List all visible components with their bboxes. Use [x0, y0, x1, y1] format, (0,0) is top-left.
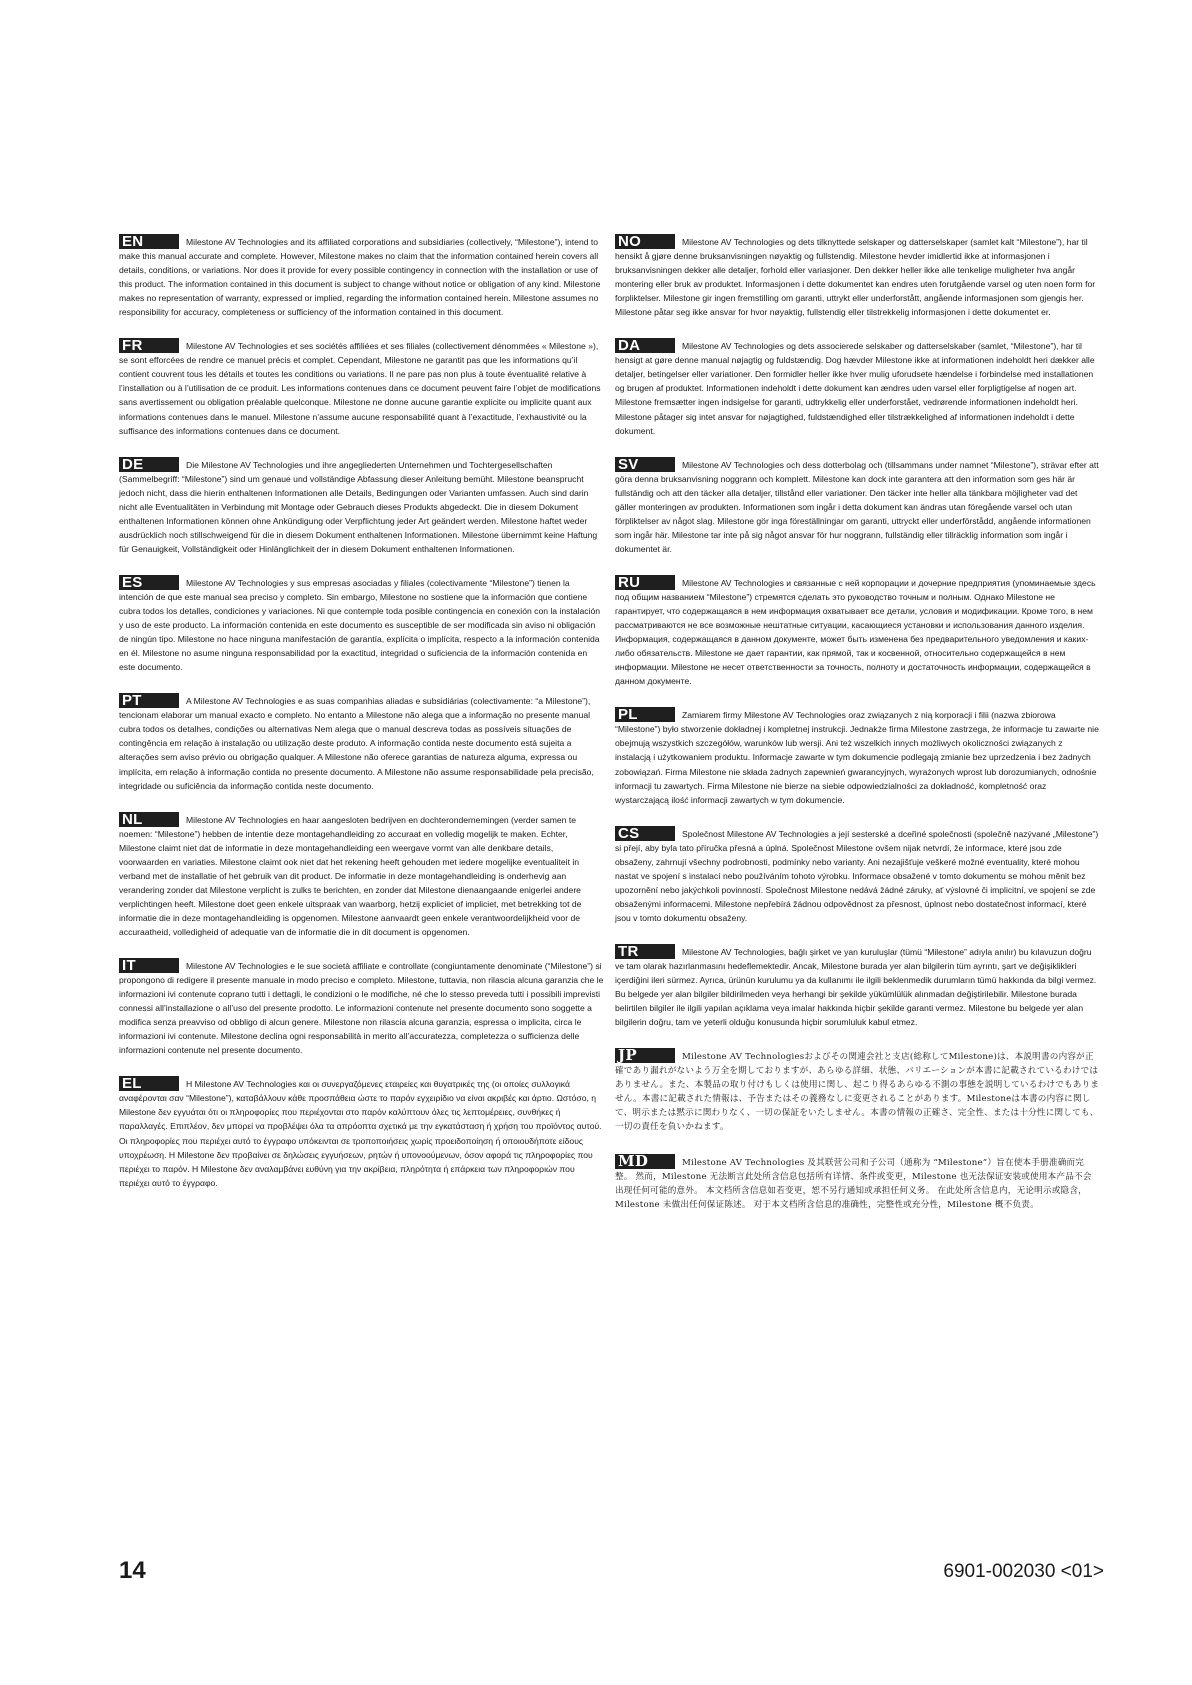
- lang-tag-pl: PL: [615, 707, 675, 722]
- lang-tag-en: EN: [119, 234, 179, 249]
- disclaimer-da: [615, 338, 1100, 437]
- disclaimer-text: Milestone AV Technologies og dets tilknyttede selskaper og datterselskaper (samlet kalt “Milestone”), har til hensikt å gjøre denne bruksanvisningen nøyaktig og fullstendig. Milestone hevder imidlertid ikke at informasjonen i bruksanvisningen dekker alle detaljer, forhold eller variasjoner. Den dekker heller ikke alle tenkelige muligheter hva angår montering eller bruk av produktet. Informasjonen i dette dokumentet kan endres uten forutgående varsel og uten noen form for forpliktelser. Milestone gir ingen fremstilling om garanti, uttrykt eller underforstått, angående informasjonen som gjengis her. Milestone påtar seg ikke ansvar for hvor nøyaktig, fullstendig eller tilstrekkelig informasjonen i dette dokumentet er.: [615, 237, 1096, 318]
- disclaimer-it: [119, 958, 604, 1057]
- page-number: 14: [119, 1557, 146, 1584]
- disclaimer-pl: [615, 707, 1100, 806]
- disclaimer-no: [615, 234, 1100, 319]
- lang-tag-tr: TR: [615, 944, 675, 959]
- disclaimer-text: Die Milestone AV Technologies und ihre angegliederten Unternehmen und Tochtergesellschaften (Sammelbegriff: “Milestone”) sind um genaue und vollständige Abfassung dieser Anleitung bemüht. Milestone beansprucht jedoch nicht, dass die hierin enthaltenen Informationen alle Details, Bedingungen oder Varianten umfassen. Auch sind darin nicht alle Eventualitäten in Verbindung mit Montage oder Gebrauch dieses Produkts abgedeckt. Die in diesem Dokument enthaltenen Informationen können ohne Ankündigung oder Verpflichtung jeder Art geändert werden. Milestone haftet weder ausdrücklich noch stillschweigend für die in diesem Dokument enthaltenen Informationen. Milestone übernimmt keine Haftung für Genauigkeit, Vollständigkeit oder Hinlänglichkeit der in diesem Dokument enthaltenen Informationen.: [119, 459, 598, 554]
- lang-tag-jp: JP: [615, 1048, 675, 1063]
- left-column: [119, 234, 604, 1209]
- disclaimer-text: Zamiarem firmy Milestone AV Technologies oraz związanych z nią korporacji i filii (nazwa zbiorowa “Milestone”) było stworzenie dokładnej i kompletnej instrukcji. Jednakże firma Milestone zastrzega, że informacje tu zawarte nie obejmują wszystkich szczegółów, warunków lub wersji. Ani też wszelkich innych możliwych okoliczności związanych z instalacją i użytkowaniem produktu. Informacje zawarte w tym dokumencie podlegają zmianie bez uprzedzenia i bez żadnych zobowiązań. Firma Milestone nie składa żadnych zapewnień gwarancyjnych, wyrażonych wprost lub dorozumianych, odnośnie informacji tu zawartych. Firma Milestone nie bierze na siebie odpowiedzialności za dokładność, kompletność oraz wystarczającą ilość informacji zawartych w tym dokumencie.: [615, 710, 1099, 805]
- disclaimer-es: [119, 575, 604, 674]
- disclaimer-text: A Milestone AV Technologies e as suas companhias aliadas e subsidiárias (colectivamente: “a Milestone”), tencionam elaborar um manual exacto e completo. No entanto a Milestone não alega que a informação no presente manual cubra todos os detalhes, condições ou alternativas Nem alega que o manual descreva todas as possíveis situações de contingência em relação à instalação ou utilização deste produto. A informação contida neste documento está sujeita a alterações sem aviso prévio ou obrigação qualquer. A Milestone não oferece garantias de natureza alguma, expressa ou implícita, em relação à informação contida no presente documento. A Milestone não assume responsabilidade pela precisão, integridade ou suficiência da informação contida neste documento.: [119, 696, 594, 791]
- disclaimer-text: Milestone AV Technologies и связанные с ней корпорации и дочерние предприятия (упоминаемые здесь под общим названием “Milestone”) стремятся сделать это руководство точным и полным. Однако Milestone не гарантирует, что содержащаяся в нем информация охватывает все детали, условия и модификации. Кроме того, в нем рассматриваются не все возможные нештатные ситуации, касающиеся установки и использования данного изделия. Информация, содержащаяся в данном документе, может быть изменена без предварительного уведомления и каких-либо обязательств. Milestone не дает гарантии, как прямой, так и косвенной, относительно содержащейся в нем информации. Milestone не несет ответственности за точность, полноту и достаточность информации, содержащейся в данном документе.: [615, 577, 1096, 687]
- lang-tag-cs: CS: [615, 826, 675, 841]
- lang-tag-sv: SV: [615, 457, 675, 472]
- disclaimer-de: [119, 457, 604, 556]
- disclaimer-text: Milestone AV Technologies and its affiliated corporations and subsidiaries (collectively, “Milestone”), intend to make this manual accurate and complete. However, Milestone makes no claim that the information contained herein covers all details, conditions, or variations. Nor does it provide for every possible contingency in connection with the installation or use of this product. The information contained in this document is subject to change without notice or obligation of any kind. Milestone makes no representation of warranty, expressed or implied, regarding the information contained herein. Milestone assumes no responsibility for accuracy, completeness or sufficiency of the information contained in this document.: [119, 237, 601, 318]
- disclaimer-sv: [615, 457, 1100, 556]
- disclaimer-ru: [615, 575, 1100, 688]
- disclaimer-text: Milestone AV Technologies og dets associerede selskaber og datterselskaber (samlet, “Milestone”), har til hensigt at gøre denne manual nøjagtig og fuldstændig. Dog hævder Milestone ikke at informationen indeholdt heri dækker alle detaljer, betingelser eller variationer. Den formidler heller ikke hver mulig uforudsete hændelse i forbindelse med installationen og brugen af produktet. Informationen indeholdt i dette dokument kan ændres uden varsel eller forpligtigelse af nogen art. Milestone fremsætter ingen indsigelse for garanti, udtrykkelig eller underforstået, vedrørende informationen indeholdt heri. Milestone påtager sig intet ansvar for nøjagtighed, fuldstændighed eller tilstrækkelighed af informationen indeholdt i dette dokument.: [615, 341, 1095, 436]
- lang-tag-it: IT: [119, 958, 179, 973]
- lang-tag-es: ES: [119, 575, 179, 590]
- disclaimer-text: Milestone AV Technologies, bağlı şirket ve yan kuruluşlar (tümü “Milestone” adıyla anılır) bu kılavuzun doğru ve tam olarak hazırlanmasını hedeflemektedir. Ancak, Milestone burada yer alan bilgilerin tüm ayrıntı, şart ve değişiklikleri içerdiğini ileri sürmez. Ayrıca, ürünün kurulumu ya da kullanımı ile ilgili beklenmedik durumların tümü hakkında da bilgi vermez. Bu belgede yer alan bilgiler bildirilmeden veya herhangi bir şekilde yükümlülük alınmadan değiştirilebilir. Milestone burada belirtilen bilgiler ile ilgili yapılan açıklama veya imalar hakkında hiçbir şekilde garanti vermez. Milestone bu belgede yer alan bilgilerin doğru, tam ve yeterli olduğu konusunda hiçbir sorumluluk kabul etmez.: [615, 946, 1097, 1028]
- lang-tag-el: EL: [119, 1076, 179, 1091]
- disclaimer-text: Milestone AV Technologies 及其联营公司和子公司（通称为 “Milestone”）旨在使本手册准确而完整。 然而，Milestone 无法断言此处所含信息包括所有详情、条件或变更，Milestone 也无法保证安装或使用本产品不会出现任何可能的意外。 本文档所含信息如若变更，恕不另行通知或承担任何义务。 在此处所含信息内，无论明示或隐含，Milestone 未做出任何保证陈述。 对于本文档所含信息的准确性，完整性或充分性，Milestone 概不负责。: [615, 1157, 1092, 1210]
- disclaimer-pt: [119, 693, 604, 792]
- disclaimer-en: [119, 234, 604, 319]
- disclaimer-cs: [615, 826, 1100, 925]
- disclaimer-text: Milestone AV Technologies et ses sociétés affiliées et ses filiales (collectivement dénommées « Milestone »), se sont efforcées de rendre ce manuel précis et complet. Cependant, Milestone ne garantit pas que les informations qu’il contient couvrent tous les détails et toutes les conditions ou variations. Il ne pare pas non plus à toute éventualité relative à l’installation ou à l’utilisation de ce produit. Les informations contenues dans ce document peuvent faire l’objet de modifications sans avertissement ou obligation préalable quelconque. Milestone ne donne aucune garantie explicite ou implicite quant aux informations contenues dans le manuel. Milestone n’assume aucune responsabilité quant à l’exactitude, l’exhaustivité ou la suffisance des informations contenues dans ce document.: [119, 341, 601, 436]
- disclaimer-text: Milestone AV Technologies y sus empresas asociadas y filiales (colectivamente “Milestone”) tienen la intención de que este manual sea preciso y completo. Sin embargo, Milestone no sostiene que la información que contiene cubra todos los detalles, condiciones y variaciones. Ni que contemple toda posible contingencia en conexión con la instalación y uso de este producto. La información contenida en este documento es susceptible de ser modificada sin aviso ni obligación de ningún tipo. Milestone no hace ninguna manifestación de garantía, explícita o implícita, respecto a la información contenida en él. Milestone no asume ninguna responsabilidad por la exactitud, integridad o suficiencia de la información contenida en este documento.: [119, 577, 601, 673]
- disclaimer-text: Η Milestone AV Technologies και οι συνεργαζόμενες εταιρείες και θυγατρικές της (οι οποίες συλλογικά αναφέρονται σαν “Milestone”), καταβάλλουν κάθε προσπάθεια ώστε το παρόν εγχειρίδιο να είναι ακριβές και άρτιο. Ωστόσο, η Milestone δεν εγγυάται ότι οι πληροφορίες που περιέχονται στο παρόν καλύπτουν όλες τις λεπτομέρειες, συνθήκες ή παραλλαγές. Επιπλέον, δεν μπορεί να προβλέψει όλα τα απρόοπτα σχετικά με την εγκατάσταση ή χρήση του προϊόντος αυτού. Οι πληροφορίες που περιέχει αυτό το έγγραφο υπόκεινται σε τροποποιήσεις χωρίς προειδοποίηση ή οποιουδήποτε είδους υποχρέωση. Η Milestone δεν προβαίνει σε δηλώσεις εγγυήσεων, ρητών ή υπονοούμενων, όσον αφορά τις πληροφορίες που περιέχει το παρόν. Η Milestone δεν αναλαμβάνει ευθύνη για την ακρίβεια, πληρότητα ή επάρκεια των πληροφοριών που περιέχει αυτό το έγγραφο.: [119, 1079, 602, 1188]
- disclaimer-tr: [615, 944, 1100, 1029]
- disclaimer-text: Společnost Milestone AV Technologies a její sesterské a dceřiné společnosti (společně nazývané „Milestone”) si přejí, aby byla tato příručka přesná a úplná. Společnost Milestone ovšem nijak netvrdí, že informace, které jsou zde obsaženy, zahrnují všechny podrobnosti, podmínky nebo varianty. Ani nezajišťuje veškeré možné eventuality, které mohou nastat ve spojení s instalací nebo používáním tohoto výrobku. Informace obsažené v tomto dokumentu se mohou měnit bez upozornění nebo jakýchkoli povinností. Společnost Milestone nedává žádné záruky, ať výslovné či implicitní, ve spojení se zde obsaženými informacemi. Milestone nepřebírá žádnou odpovědnost za přesnost, úplnost nebo dostatečnost informací, které jsou v tomto dokumentu obsaženy.: [615, 828, 1099, 923]
- disclaimer-el: [119, 1076, 604, 1189]
- disclaimer-md: [615, 1151, 1100, 1212]
- lang-tag-de: DE: [119, 457, 179, 472]
- disclaimer-text: Milestone AV Technologies en haar aangesloten bedrijven en dochterondernemingen (verder samen te noemen: “Milestone”) hebben de intentie deze montagehandleiding zo accuraat en volledig mogelijk te maken. Echter, Milestone claimt niet dat de informatie in deze montagehandleiding een weergave vormt van alle denkbare details, voorwaarden en variaties. Milestone claimt ook niet dat het rekening heeft gehouden met iedere mogelijke eventualiteit in verband met de installatie of het gebruik van dit product. De informatie in deze montagehandleiding is onderhevig aan verandering zonder dat Milestone verplicht is zulks te berichten, en zonder dat Milestone dienaangaande enigerlei andere verplichtingen heeft. Milestone doet geen enkele uitspraak van waarborg, hetzij expliciet of impliciet, met betrekking tot de informatie die in deze montagehandleiding is opgenomen. Milestone aanvaardt geen enkele verantwoordelijkheid voor de accuraatheid, volledigheid of adequatie van de informatie die in dit document is opgenomen.: [119, 814, 582, 937]
- disclaimer-nl: [119, 812, 604, 939]
- lang-tag-no: NO: [615, 234, 675, 249]
- disclaimer-text: Milestone AV Technologies e le sue società affiliate e controllate (congiuntamente denominate (“Milestone”) si propongono di redigere il presente manuale in modo preciso e completo. Milestone, tuttavia, non rilascia alcuna garanzia che le informazioni ivi contenute coprano tutti i dettagli, le condizioni o le modifiche, né che lo stesso preveda tutti i possibili imprevisti connessi all’installazione o all’uso del presente prodotto. Le informazioni contenute nel presente documento sono soggette a modifica senza preavviso od obbligo di alcun genere. Milestone non rilascia alcuna garanzia, espressa o implicita, circa le informazioni ivi contenute. Milestone declina ogni responsabilità in merito all’accuratezza, completezza o sufficienza delle informazioni contenute nel presente documento.: [119, 961, 604, 1056]
- disclaimer-text: Milestone AV Technologies och dess dotterbolag och (tillsammans under namnet “Milestone”), strävar efter att göra denna bruksanvisning noggrann och komplett. Milestone kan dock inte garantera att den information som ges här är fullständig och att den täcker alla detaljer, tillstånd eller variationer. Den täcker inte heller alla tänkbara möjligheter vad det gäller monteringen av produkten. Informationen som ingår i detta dokument kan ändras utan föregående varsel och utan förpliktelser av något slag. Milestone gör inga föreställningar om garanti, uttryckt eller underförstådd, angående informationen som ingår här. Milestone tar inte på sig något ansvar för hur noggrann, fullständig eller tillräcklig information som ingår i dokumentet är.: [615, 459, 1099, 554]
- lang-tag-da: DA: [615, 338, 675, 353]
- lang-tag-nl: NL: [119, 812, 179, 827]
- disclaimer-text: Milestone AV Technologiesおよびその関連会社と支店(総称してMilestone)は、本説明書の内容が正確であり漏れがないよう万全を期しておりますが、あらゆる詳細、状態、バリエーションが本書に記載されているわけではありません。また、本製品の取り付けもしくは使用に関し、起こり得るあらゆる不測の事態を説明しているわけでもありません。本書に記載された情報は、予告またはその義務なしに変更されることがあります。Milestoneは本書の内容に関して、明示または黙示に関わりなく、一切の保証をいたしません。本書の情報の正確さ、完全性、または十分性に関しても、一切の責任を負いかねます。: [615, 1052, 1100, 1133]
- disclaimer-jp: [615, 1048, 1100, 1134]
- right-column: [615, 234, 1100, 1231]
- lang-tag-pt: PT: [119, 693, 179, 708]
- lang-tag-ru: RU: [615, 575, 675, 590]
- document-code: 6901-002030 <01>: [943, 1561, 1104, 1582]
- lang-tag-md: MD: [615, 1154, 675, 1169]
- lang-tag-fr: FR: [119, 338, 179, 353]
- disclaimer-fr: [119, 338, 604, 437]
